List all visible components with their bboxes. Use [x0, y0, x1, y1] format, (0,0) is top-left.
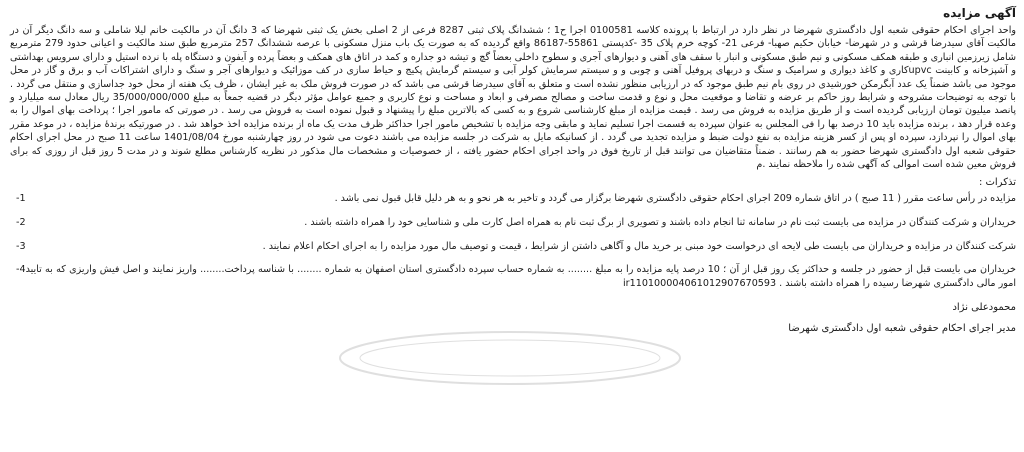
note-number: 3- — [16, 240, 26, 252]
note-item — [10, 192, 1016, 206]
note-item — [10, 263, 1016, 290]
note-number: 1- — [16, 193, 26, 205]
note-number: 2- — [16, 217, 26, 229]
note-text: مزایده در رأس ساعت مقرر ( 11 صبح ) در اتاق شماره 209 اجرای احکام حقوقی دادگستری شهرضا برگزار می گردد و تاخیر به هر نحو و به هر دلیل قابل قبول نمی باشد . — [334, 193, 1016, 205]
note-number: 4- — [16, 264, 26, 276]
note-text: خریداران می بایست قبل از حضور در جلسه و حداکثر یک روز قبل از آن ؛ 10 درصد پایه مزایده را به مبلغ ........ به شماره حساب سپرده دادگستری استان اصفهان به شماره ........ با شناسه پرداخت........ واریز نمایند و اصل فیش واریزی که به تایید امور مالی دادگستری شهرضا رسیده را همراه داشته باشند . ir110100004061012907670593 — [25, 264, 1016, 289]
note-item — [10, 240, 1016, 254]
note-text: شرکت کنندگان در مزایده و خریداران می بایست طی لایحه ای درخواست خود مبنی بر خرید مال و آگاهی داشتن از شرایط ، قیمت و توصیف مال مورد مزایده را به اجرای احکام اعلام نمایند . — [262, 240, 1016, 252]
signer-name: محمودعلی نژاد — [952, 302, 1016, 314]
notice-body: واحد اجرای احکام حقوقی شعبه اول دادگستری شهرضا در نظر دارد در ارتباط با پرونده کلاسه 0100581 اجرا ح1 ؛ ششدانگ پلاک ثبتی 8287 فرعی از 2 اصلی بخش یک ثبتی شهرضا که 3 دانگ آن در مالکیت خانم لیلا شاملی و سه دانگ دیگر آن در مالکیت آقای سیدرضا قرشی و در شهرضا- خیابان حکیم صهبا- فرعی 21- کوچه خرم پلاک 35 -کدپستی 55861-86187 واقع گردیده که به صورت یک باب منزل مسکونی با عرصه ششدانگ 257 مترمربع طبق سند مالکیت و اعیانی حدود 279 مترمربع شامل زیرزمین انباری و طبقه همکف مسکونی و نیم طبق مسکونی و انبار با سقف های آهنی و دیوارهای آجری و سطوح داخلی بعضاً گچ و تیشه دو جداره و کمد در اتاق های همکف و بعضاً پرده و آیفون و دستگاه پله با نرده استیل و دارای سرویس بهداشتی و آشپزخانه و کابینت upvcکاری و کاغذ دیواری و سرامیک و سنگ و دربهای پروفیل آهنی و چوبی و و سیستم سرمایش کولر آبی و سیستم گرمایش پکیج و حیاط سازی در کف موزائیک و دیوارهای آجر و سنگ و دارای اشتراکات آب و برق و گاز در محل موجود می باشد ضمناً یک عدد آبگرمکن خورشیدی در روی بام نیم طبق موجود که در ارزیابی منظور نشده است و متعلق به آقای سیدرضا قرشی می باشد که در صورت فروش ملک به غیر ایشان ، ظرف یک هفته از محل خود جداسازی و منتقل می گردد . با توجه به توضیحات مشروحه و شرایط روز حاکم بر عرضه و تقاضا و موقعیت محل و نوع و قدمت ساخت و مصالح مصرفی و ابعاد و مساحت و نوع کاربری و جمیع عوامل مؤثر دیگر در قضیه جمعاً به مبلغ 35/000/000/000 ریال معادل سه میلیارد و پانصد میلیون تومان ارزیابی گردیده است و از طریق مزایده به فروش می رسد . قیمت مزایده از مبلغ کارشناسی شروع و به کسی که بالاترین مبلغ را پیشنهاد و قبول نموده است به فروش می رسد . در صورتی که مامور اجرا ؛ پرداخت بهای اموال را به وعده قرار دهد ، برنده مزایده باید 10 درصد بها را فی المجلس به عنوان سپرده به قسمت اجرا تسلیم نماید و مابقی وجه مزایده با تشخیص مامور اجرا حداکثر ظرف مدت یک ماه از برنده مزایده اخذ خواهد شد . در صورتیکه برندۀ مزایده ، در موعد مقرر بهای اموال را نپردازد، سپرده او پس از کسر هزینه مزایده به نفع دولت ضبط و مزایده تجدید می گردد . از کسانیکه مایل به شرکت در جلسه مزایده می باشند دعوت می شود در روز چهارشنبه مورخ 1401/08/04 ساعت 11 صبح در محل اجرای احکام حقوقی شعبه اول دادگستری شهرضا حضور به هم رسانند . ضمناً متقاضیان می توانند قبل از تاریخ فوق در واحد اجرای احکام حضور یافته ، از خصوصیات و مشخصات مال مذکور در نظریه کارشناس مطلع شوند و در مدت 5 روز قبل از روزی که برای فروش معین شده است اموالی که آگهی شده را ملاحظه نمایند .م — [10, 25, 1017, 171]
notes-title: تذکرات : — [978, 177, 1016, 189]
note-item — [10, 216, 1016, 230]
note-text: خریداران و شرکت کنندگان در مزایده می بایست ثبت نام در سامانه ثنا انجام داده باشند و تصویری از برگ ثبت نام به همراه اصل کارت ملی و شناسایی خود را همراه داشته باشند . — [304, 217, 1016, 229]
notice-heading: آگهی مزایده — [943, 6, 1016, 20]
watermark-stamp — [330, 328, 690, 388]
signer-title: مدیر اجرای احکام حقوقی شعبه اول دادگستری شهرضا — [788, 323, 1016, 335]
